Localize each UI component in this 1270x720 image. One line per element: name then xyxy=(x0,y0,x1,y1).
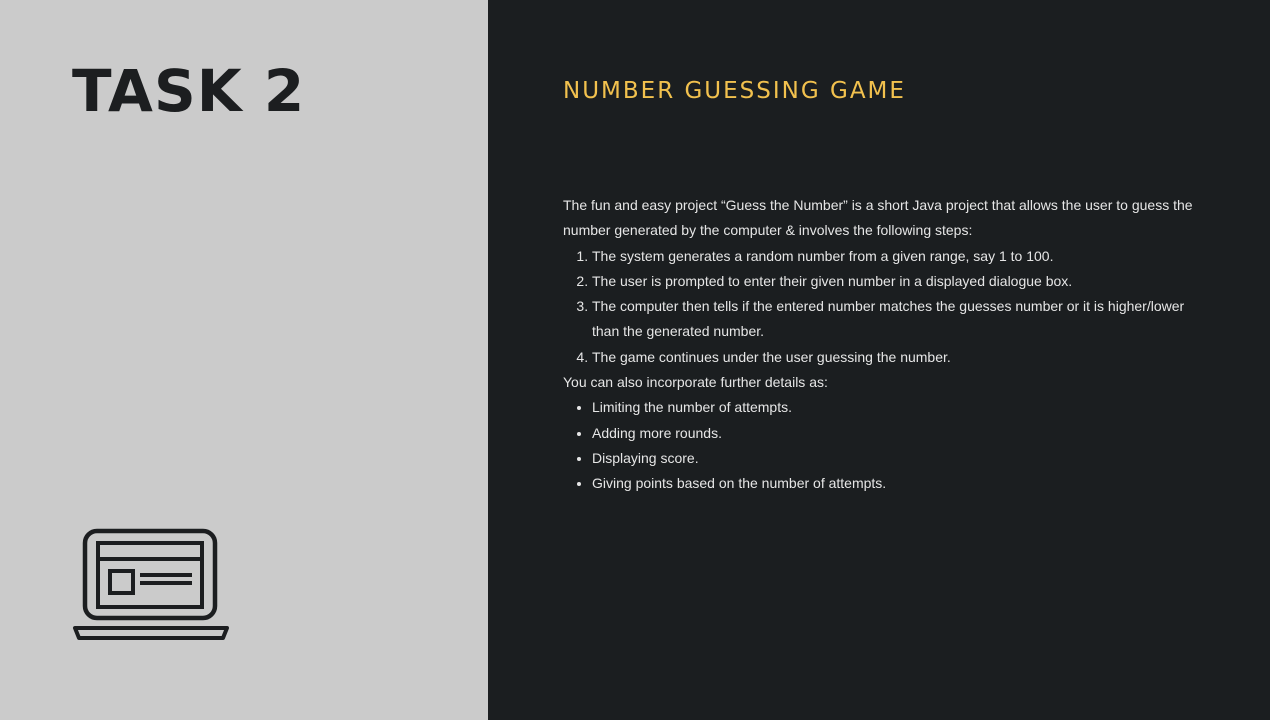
extra-item: • Limiting the number of attempts. xyxy=(592,395,1203,420)
left-panel xyxy=(0,0,488,720)
step-item: 4. The game continues under the user guessing the number. xyxy=(592,345,1203,370)
extra-item: • Displaying score. xyxy=(592,446,1203,471)
steps-list xyxy=(563,244,1203,370)
right-panel xyxy=(488,0,1270,720)
extras-intro: You can also incorporate further details as: xyxy=(563,374,828,391)
game-heading: NUMBER GUESSING GAME xyxy=(563,78,906,104)
extra-item: • Adding more rounds. xyxy=(592,421,1203,446)
task-title: TASK 2 xyxy=(72,57,306,125)
laptop-icon xyxy=(72,528,232,642)
description-body xyxy=(563,193,1203,497)
step-item: 3. The computer then tells if the entered number matches the guesses number or it is higher/lower than the generated number. xyxy=(592,294,1203,345)
step-item: 1. The system generates a random number from a given range, say 1 to 100. xyxy=(592,244,1203,269)
intro-paragraph: The fun and easy project “Guess the Number” is a short Java project that allows the user to guess the number generated by the computer & involves the following steps: xyxy=(563,197,1193,239)
extra-item: • Giving points based on the number of attempts. xyxy=(592,471,1203,496)
extras-list xyxy=(563,395,1203,496)
step-item: 2. The user is prompted to enter their given number in a displayed dialogue box. xyxy=(592,269,1203,294)
